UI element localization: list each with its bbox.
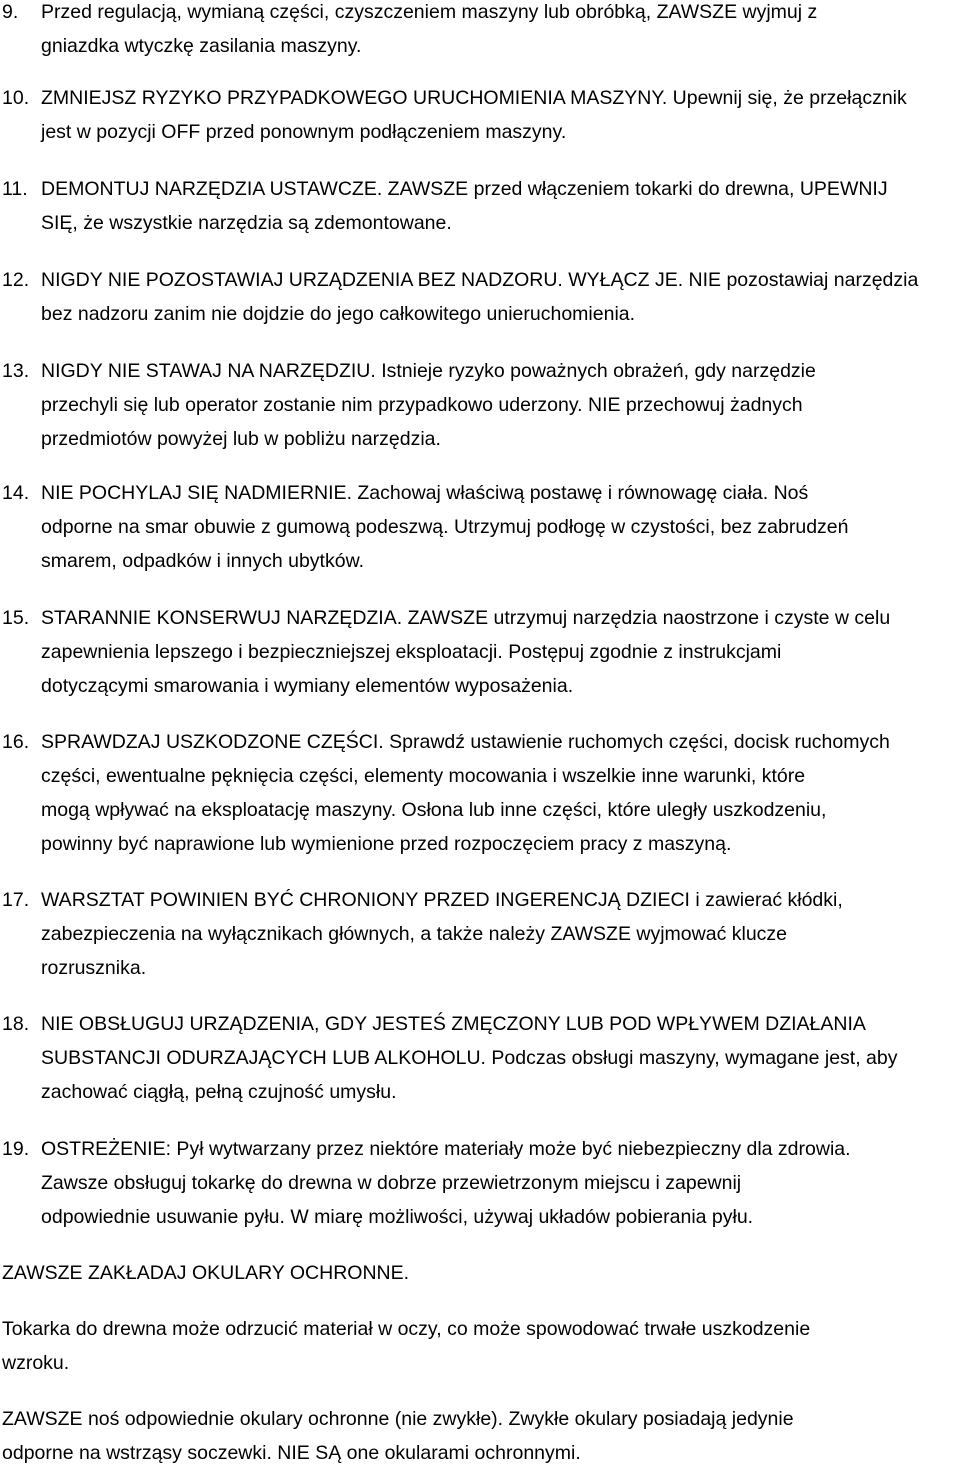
item-text-line: WARSZTAT POWINIEN BYĆ CHRONIONY PRZED INGERENCJĄ DZIECI i zawierać kłódki, — [41, 889, 843, 911]
item-number: 15. — [2, 607, 30, 629]
item-text-line: bez nadzoru zanim nie dojdzie do jego całkowitego unieruchomienia. — [41, 303, 636, 325]
item-text-line: NIGDY NIE STAWAJ NA NARZĘDZIU. Istnieje ryzyko poważnych obrażeń, gdy narzędzie — [41, 360, 816, 382]
item-text-line: przechyli się lub operator zostanie nim przypadkowo uderzony. NIE przechowuj żadnych — [41, 394, 803, 416]
item-number: 17. — [2, 889, 30, 911]
item-text-line: OSTREŻENIE: Pył wytwarzany przez niektóre materiały może być niebezpieczny dla zdrowia. — [41, 1138, 851, 1160]
eye-protection-heading — [2, 1256, 958, 1290]
item-text-line: odpowiednie usuwanie pyłu. W miarę możliwości, używaj układów pobierania pyłu. — [41, 1206, 754, 1228]
item-text-line: zapewnienia lepszego i bezpieczniejszej eksploatacji. Postępuj zgodnie z instrukcjami — [41, 641, 782, 663]
item-text-line: SUBSTANCJI ODURZAJĄCYCH LUB ALKOHOLU. Podczas obsługi maszyny, wymagane jest, aby — [41, 1047, 898, 1069]
item-number: 9. — [2, 1, 19, 23]
item-text-line: rozrusznika. — [41, 957, 147, 979]
item-number: 12. — [2, 269, 30, 291]
eye-injury-warning-paragraph — [2, 1312, 958, 1380]
item-text-line: powinny być naprawione lub wymienione przed rozpoczęciem pracy z maszyną. — [41, 833, 732, 855]
item-text-line: odporne na smar obuwie z gumową podeszwą. Utrzymuj podłogę w czystości, bez zabrudzeń — [41, 516, 849, 538]
item-text-line: Zawsze obsługuj tokarkę do drewna w dobrze przewietrzonym miejscu i zapewnij — [41, 1172, 742, 1194]
item-text-line: NIE POCHYLAJ SIĘ NADMIERNIE. Zachowaj właściwą postawę i równowagę ciała. Noś — [41, 482, 809, 504]
item-number: 19. — [2, 1138, 30, 1160]
paragraph-line: wzroku. — [2, 1352, 70, 1374]
item-text-line: STARANNIE KONSERWUJ NARZĘDZIA. ZAWSZE utrzymuj narzędzia naostrzone i czyste w celu — [41, 607, 891, 629]
item-number: 13. — [2, 360, 30, 382]
item-number: 16. — [2, 731, 30, 753]
item-text-line: ZMNIEJSZ RYZYKO PRZYPADKOWEGO URUCHOMIENIA MASZYNY. Upewnij się, że przełącznik — [41, 87, 907, 109]
item-text-line: NIE OBSŁUGUJ URZĄDZENIA, GDY JESTEŚ ZMĘCZONY LUB POD WPŁYWEM DZIAŁANIA — [41, 1013, 866, 1035]
item-text-line: dotyczącymi smarowania i wymiany elementów wyposażenia. — [41, 675, 574, 697]
item-text-line: przedmiotów powyżej lub w pobliżu narzędzia. — [41, 428, 441, 450]
item-text-line: jest w pozycji OFF przed ponownym podłączeniem maszyny. — [41, 121, 567, 143]
paragraph-line: Tokarka do drewna może odrzucić materiał w oczy, co może spowodować trwałe uszkodzenie — [2, 1318, 811, 1340]
item-number: 11. — [2, 178, 28, 200]
safety-glasses-paragraph — [2, 1402, 958, 1470]
item-text-line: DEMONTUJ NARZĘDZIA USTAWCZE. ZAWSZE przed włączeniem tokarki do drewna, UPEWNIJ — [41, 178, 888, 200]
item-text-line: zabezpieczenia na wyłącznikach głównych, a także należy ZAWSZE wyjmować klucze — [41, 923, 788, 945]
item-text-line: mogą wpływać na eksploatację maszyny. Osłona lub inne części, które uległy uszkodzeniu, — [41, 799, 827, 821]
item-number: 14. — [2, 482, 30, 504]
item-text-line: SPRAWDZAJ USZKODZONE CZĘŚCI. Sprawdź ustawienie ruchomych części, docisk ruchomych — [41, 731, 890, 753]
item-number: 18. — [2, 1013, 30, 1035]
item-text-line: zachować ciągłą, pełną czujność umysłu. — [41, 1081, 397, 1103]
paragraph-line: ZAWSZE noś odpowiednie okulary ochronne (nie zwykłe). Zwykłe okulary posiadają jedynie — [2, 1408, 794, 1430]
item-text-line: gniazdka wtyczkę zasilania maszyny. — [41, 35, 362, 57]
item-text-line: smarem, odpadków i innych ubytków. — [41, 550, 364, 572]
item-number: 10. — [2, 87, 30, 109]
item-text-line: Przed regulacją, wymianą części, czyszczeniem maszyny lub obróbką, ZAWSZE wyjmuj z — [41, 1, 818, 23]
paragraph-line: ZAWSZE ZAKŁADAJ OKULARY OCHRONNE. — [2, 1262, 410, 1284]
item-text-line: NIGDY NIE POZOSTAWIAJ URZĄDZENIA BEZ NADZORU. WYŁĄCZ JE. NIE pozostawiaj narzędzia — [41, 269, 919, 291]
paragraph-line: odporne na wstrząsy soczewki. NIE SĄ one okularami ochronnymi. — [2, 1442, 581, 1464]
item-text-line: części, ewentualne pęknięcia części, elementy mocowania i wszelkie inne warunki, które — [41, 765, 806, 787]
item-text-line: SIĘ, że wszystkie narzędzia są zdemontowane. — [41, 212, 452, 234]
